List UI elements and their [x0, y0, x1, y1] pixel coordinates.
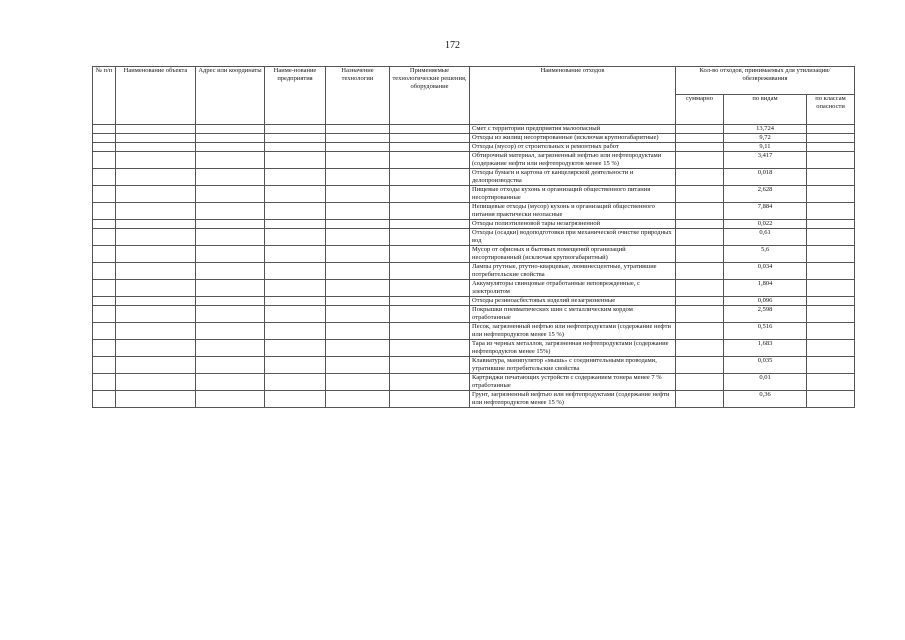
cell-total	[676, 169, 724, 186]
cell-hazard-class	[807, 203, 855, 220]
cell-enterprise	[265, 229, 326, 246]
cell-total	[676, 280, 724, 297]
cell-purpose	[326, 357, 390, 374]
cell-num	[93, 357, 116, 374]
table-row	[93, 263, 855, 280]
header-by-class: по классам опасности	[807, 95, 855, 125]
header-purpose: Назначение технологии	[326, 67, 390, 125]
cell-enterprise	[265, 246, 326, 263]
cell-purpose	[326, 246, 390, 263]
cell-tech	[390, 152, 470, 169]
cell-tech	[390, 125, 470, 134]
cell-num	[93, 340, 116, 357]
cell-enterprise	[265, 143, 326, 152]
cell-address	[196, 186, 265, 203]
cell-address	[196, 306, 265, 323]
cell-object-name	[116, 229, 196, 246]
table-row	[93, 134, 855, 143]
cell-enterprise	[265, 152, 326, 169]
cell-waste-name: Лампы ртутные, ртутно-кварцевые, люминесцентные, утратившие потребительские свойства	[470, 263, 676, 280]
cell-purpose	[326, 323, 390, 340]
cell-num	[93, 306, 116, 323]
header-waste-name: Наименование отходов	[470, 67, 676, 125]
cell-waste-name: Клавиатура, манипулятор «мышь» с соединительными проводами, утратившие потребительские свойства	[470, 357, 676, 374]
cell-enterprise	[265, 169, 326, 186]
cell-hazard-class	[807, 125, 855, 134]
cell-purpose	[326, 306, 390, 323]
cell-object-name	[116, 280, 196, 297]
cell-tech	[390, 280, 470, 297]
cell-purpose	[326, 152, 390, 169]
cell-waste-name: Аккумуляторы свинцовые отработанные неповрежденные, с электролитом	[470, 280, 676, 297]
table-row	[93, 203, 855, 220]
cell-object-name	[116, 152, 196, 169]
cell-object-name	[116, 203, 196, 220]
cell-address	[196, 169, 265, 186]
cell-num	[93, 203, 116, 220]
cell-hazard-class	[807, 186, 855, 203]
cell-amount: 0,01	[724, 374, 807, 391]
header-enterprise: Наиме-нование предприятия	[265, 67, 326, 125]
cell-tech	[390, 220, 470, 229]
cell-waste-name: Мусор от офисных и бытовых помещений организаций несортированный (исключая крупногабаритный)	[470, 246, 676, 263]
cell-enterprise	[265, 306, 326, 323]
table-row	[93, 323, 855, 340]
cell-enterprise	[265, 391, 326, 408]
cell-purpose	[326, 340, 390, 357]
cell-address	[196, 323, 265, 340]
cell-num	[93, 391, 116, 408]
cell-tech	[390, 306, 470, 323]
cell-amount: 0,516	[724, 323, 807, 340]
cell-address	[196, 229, 265, 246]
cell-address	[196, 340, 265, 357]
cell-amount: 0,61	[724, 229, 807, 246]
cell-purpose	[326, 143, 390, 152]
cell-waste-name: Отходы полиэтиленовой тары незагрязненной	[470, 220, 676, 229]
cell-object-name	[116, 297, 196, 306]
cell-enterprise	[265, 134, 326, 143]
header-quantity-group: Кол-во отходов, принимаемых для утилизации/обезвреживания	[676, 67, 855, 95]
cell-num	[93, 186, 116, 203]
table-row	[93, 391, 855, 408]
cell-total	[676, 306, 724, 323]
cell-total	[676, 263, 724, 280]
table-row	[93, 357, 855, 374]
cell-tech	[390, 143, 470, 152]
cell-tech	[390, 169, 470, 186]
cell-waste-name: Отходы резиноасбестовых изделий незагрязненные	[470, 297, 676, 306]
cell-enterprise	[265, 297, 326, 306]
cell-purpose	[326, 391, 390, 408]
cell-total	[676, 125, 724, 134]
cell-address	[196, 357, 265, 374]
cell-enterprise	[265, 203, 326, 220]
cell-amount: 0,034	[724, 263, 807, 280]
cell-hazard-class	[807, 391, 855, 408]
cell-object-name	[116, 340, 196, 357]
cell-object-name	[116, 391, 196, 408]
cell-hazard-class	[807, 263, 855, 280]
cell-amount: 1,683	[724, 340, 807, 357]
cell-purpose	[326, 229, 390, 246]
cell-num	[93, 246, 116, 263]
table-row	[93, 280, 855, 297]
cell-num	[93, 143, 116, 152]
cell-total	[676, 357, 724, 374]
table-row	[93, 220, 855, 229]
cell-num	[93, 323, 116, 340]
cell-tech	[390, 246, 470, 263]
cell-purpose	[326, 263, 390, 280]
header-num: № п/п	[93, 67, 116, 125]
cell-amount: 2,598	[724, 306, 807, 323]
cell-waste-name: Непищевые отходы (мусор) кухонь и организаций общественного питания практически неопасные	[470, 203, 676, 220]
table-row	[93, 169, 855, 186]
table-row	[93, 246, 855, 263]
cell-waste-name: Отходы (мусор) от строительных и ремонтных работ	[470, 143, 676, 152]
table-row	[93, 374, 855, 391]
cell-waste-name: Пищевые отходы кухонь и организаций общественного питания несортированные	[470, 186, 676, 203]
cell-num	[93, 297, 116, 306]
cell-address	[196, 280, 265, 297]
cell-object-name	[116, 186, 196, 203]
cell-amount: 0,022	[724, 220, 807, 229]
cell-purpose	[326, 280, 390, 297]
cell-tech	[390, 357, 470, 374]
cell-num	[93, 374, 116, 391]
cell-hazard-class	[807, 374, 855, 391]
cell-total	[676, 203, 724, 220]
cell-waste-name: Картриджи печатающих устройств с содержанием тонера менее 7 % отработанные	[470, 374, 676, 391]
cell-total	[676, 152, 724, 169]
header-total: суммарно	[676, 95, 724, 125]
table-row	[93, 229, 855, 246]
cell-tech	[390, 374, 470, 391]
cell-address	[196, 203, 265, 220]
cell-amount: 9,72	[724, 134, 807, 143]
cell-waste-name: Отходы (осадки) водоподготовки при механической очистке природных вод	[470, 229, 676, 246]
cell-total	[676, 391, 724, 408]
cell-object-name	[116, 220, 196, 229]
cell-total	[676, 220, 724, 229]
cell-enterprise	[265, 186, 326, 203]
cell-waste-name: Смет с территории предприятия малоопасный	[470, 125, 676, 134]
table-row	[93, 186, 855, 203]
cell-amount: 3,417	[724, 152, 807, 169]
cell-object-name	[116, 134, 196, 143]
cell-waste-name: Отходы бумаги и картона от канцелярской деятельности и делопроизводства	[470, 169, 676, 186]
cell-num	[93, 263, 116, 280]
cell-enterprise	[265, 340, 326, 357]
cell-purpose	[326, 203, 390, 220]
cell-num	[93, 229, 116, 246]
cell-amount: 5,6	[724, 246, 807, 263]
cell-purpose	[326, 186, 390, 203]
cell-object-name	[116, 125, 196, 134]
cell-enterprise	[265, 357, 326, 374]
cell-object-name	[116, 169, 196, 186]
cell-object-name	[116, 357, 196, 374]
cell-tech	[390, 340, 470, 357]
page-number: 172	[445, 40, 460, 51]
cell-tech	[390, 263, 470, 280]
cell-amount: 0,035	[724, 357, 807, 374]
table-row	[93, 306, 855, 323]
header-address: Адрес или координаты	[196, 67, 265, 125]
cell-object-name	[116, 306, 196, 323]
cell-enterprise	[265, 323, 326, 340]
cell-tech	[390, 297, 470, 306]
cell-total	[676, 134, 724, 143]
cell-enterprise	[265, 280, 326, 297]
cell-address	[196, 374, 265, 391]
cell-address	[196, 220, 265, 229]
cell-waste-name: Песок, загрязненный нефтью или нефтепродуктами (содержание нефти или нефтепродуктов менее 15 %)	[470, 323, 676, 340]
cell-address	[196, 134, 265, 143]
cell-hazard-class	[807, 340, 855, 357]
cell-tech	[390, 229, 470, 246]
cell-amount: 0,36	[724, 391, 807, 408]
cell-tech	[390, 323, 470, 340]
cell-hazard-class	[807, 134, 855, 143]
cell-tech	[390, 203, 470, 220]
cell-total	[676, 374, 724, 391]
table-row	[93, 125, 855, 134]
cell-enterprise	[265, 374, 326, 391]
cell-amount: 0,096	[724, 297, 807, 306]
cell-address	[196, 391, 265, 408]
cell-waste-name: Покрышки пневматических шин с металлическим кордом отработанные	[470, 306, 676, 323]
cell-waste-name: Грунт, загрязненный нефтью или нефтепродуктами (содержание нефти или нефтепродуктов менее 15 %)	[470, 391, 676, 408]
table-row	[93, 143, 855, 152]
cell-total	[676, 186, 724, 203]
cell-hazard-class	[807, 143, 855, 152]
cell-num	[93, 125, 116, 134]
cell-waste-name: Обтирочный материал, загрязненный нефтью или нефтепродуктами (содержание нефти или нефтепродуктов менее 15 %)	[470, 152, 676, 169]
cell-enterprise	[265, 125, 326, 134]
cell-hazard-class	[807, 229, 855, 246]
cell-tech	[390, 186, 470, 203]
cell-total	[676, 229, 724, 246]
cell-num	[93, 169, 116, 186]
cell-total	[676, 323, 724, 340]
cell-hazard-class	[807, 169, 855, 186]
header-tech: Применяемые технологические решения, оборудование	[390, 67, 470, 125]
cell-total	[676, 297, 724, 306]
cell-hazard-class	[807, 246, 855, 263]
cell-total	[676, 246, 724, 263]
cell-num	[93, 134, 116, 143]
table-row	[93, 152, 855, 169]
cell-address	[196, 297, 265, 306]
cell-address	[196, 246, 265, 263]
cell-object-name	[116, 323, 196, 340]
cell-purpose	[326, 125, 390, 134]
cell-purpose	[326, 297, 390, 306]
cell-waste-name: Отходы из жилищ несортированные (исключая крупногабаритные)	[470, 134, 676, 143]
cell-address	[196, 263, 265, 280]
waste-table	[92, 66, 855, 408]
cell-address	[196, 152, 265, 169]
cell-num	[93, 280, 116, 297]
cell-purpose	[326, 220, 390, 229]
cell-total	[676, 340, 724, 357]
cell-enterprise	[265, 220, 326, 229]
cell-hazard-class	[807, 323, 855, 340]
cell-purpose	[326, 169, 390, 186]
cell-amount: 9,11	[724, 143, 807, 152]
cell-num	[93, 152, 116, 169]
cell-amount: 1,804	[724, 280, 807, 297]
table-row	[93, 297, 855, 306]
header-by-type: по видам	[724, 95, 807, 125]
cell-amount: 0,018	[724, 169, 807, 186]
cell-total	[676, 143, 724, 152]
cell-object-name	[116, 246, 196, 263]
cell-purpose	[326, 374, 390, 391]
cell-object-name	[116, 263, 196, 280]
cell-hazard-class	[807, 357, 855, 374]
cell-tech	[390, 134, 470, 143]
cell-hazard-class	[807, 297, 855, 306]
cell-address	[196, 125, 265, 134]
cell-hazard-class	[807, 152, 855, 169]
cell-enterprise	[265, 263, 326, 280]
cell-amount: 13,724	[724, 125, 807, 134]
cell-address	[196, 143, 265, 152]
header-row-1	[93, 67, 855, 95]
cell-amount: 2,628	[724, 186, 807, 203]
header-object-name: Наименование объекта	[116, 67, 196, 125]
table-row	[93, 340, 855, 357]
cell-num	[93, 220, 116, 229]
cell-hazard-class	[807, 306, 855, 323]
cell-object-name	[116, 143, 196, 152]
cell-amount: 7,884	[724, 203, 807, 220]
cell-hazard-class	[807, 280, 855, 297]
cell-object-name	[116, 374, 196, 391]
cell-waste-name: Тара из черных металлов, загрязненная нефтепродуктами (содержание нефтепродуктов менее 15%)	[470, 340, 676, 357]
cell-purpose	[326, 134, 390, 143]
cell-tech	[390, 391, 470, 408]
cell-hazard-class	[807, 220, 855, 229]
